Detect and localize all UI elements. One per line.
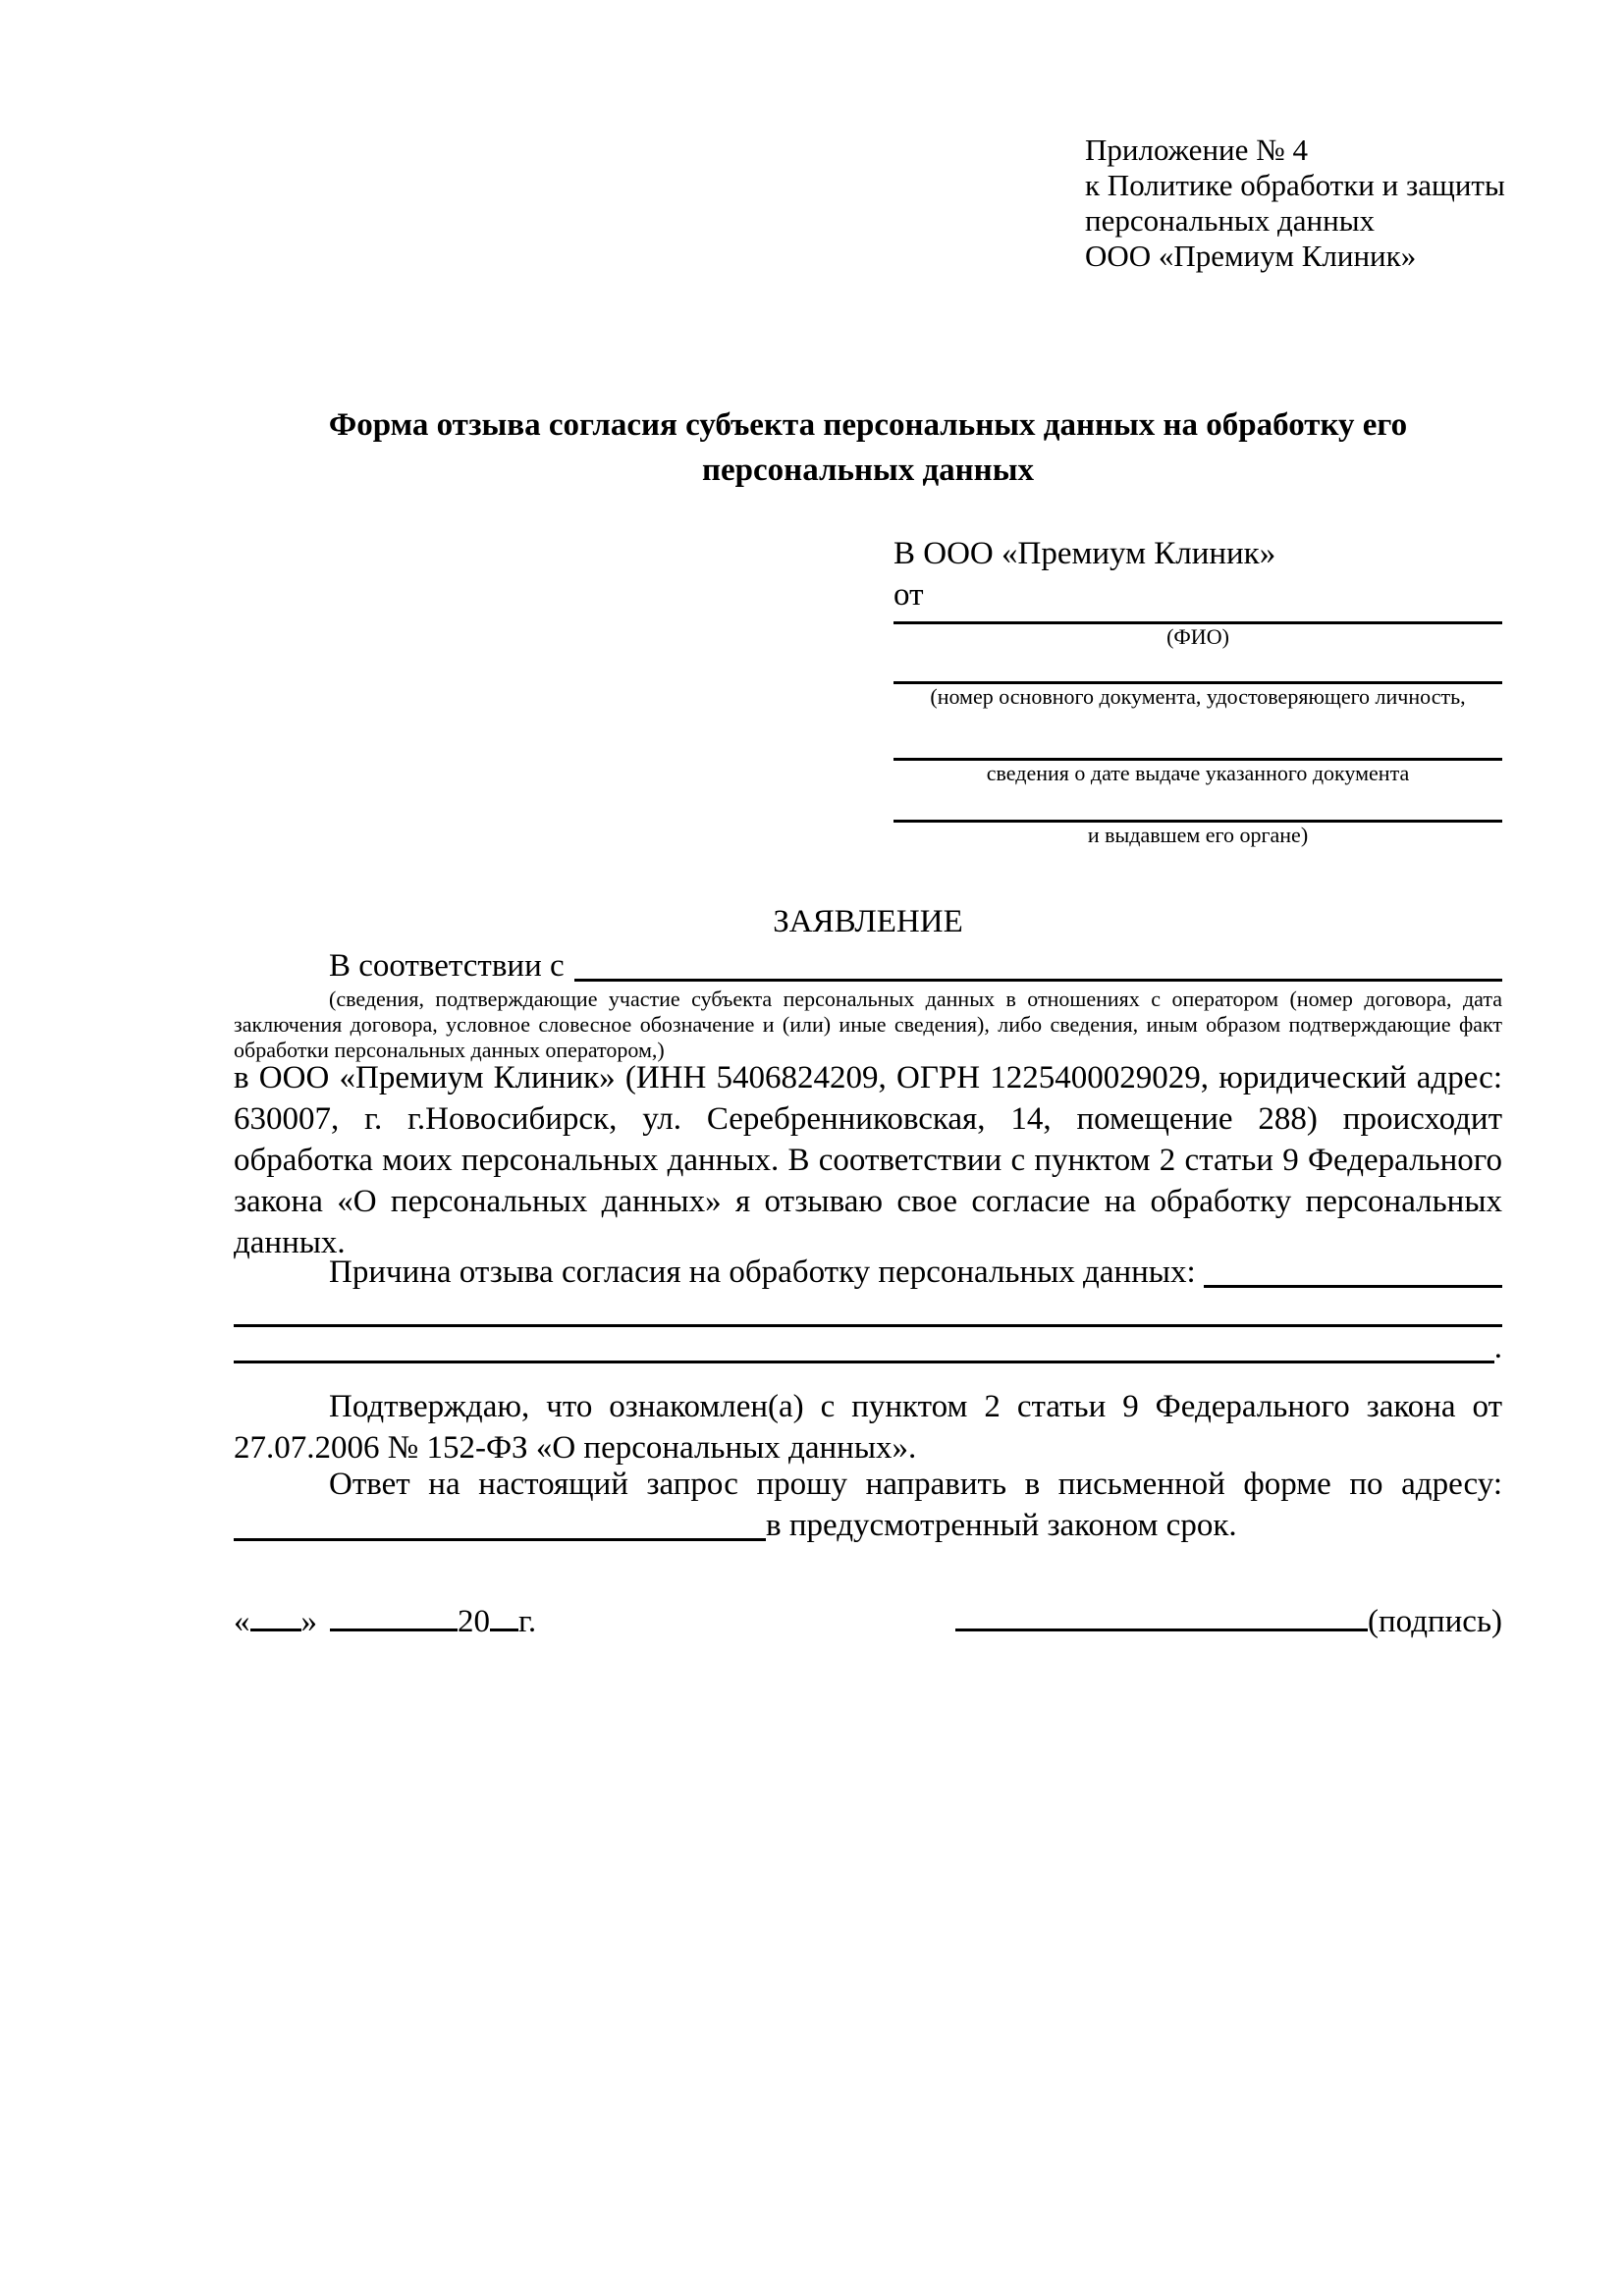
statement-heading: ЗАЯВЛЕНИЕ bbox=[773, 904, 963, 939]
accordance-blank-line[interactable] bbox=[574, 945, 1502, 982]
document-number-caption: (номер основного документа, удостоверяющего личность, bbox=[930, 684, 1466, 709]
reason-blank-line-3 bbox=[234, 1327, 1502, 1368]
accordance-prefix: В соответствии с bbox=[329, 948, 565, 984]
date-field bbox=[234, 1599, 536, 1642]
appendix-note-line: к Политике обработки и защиты bbox=[1085, 168, 1505, 202]
month-blank-line[interactable] bbox=[330, 1599, 458, 1631]
year-prefix: 20 bbox=[458, 1604, 490, 1639]
appendix-note-line: ООО «Премиум Клиник» bbox=[1085, 239, 1417, 273]
accordance-row bbox=[234, 945, 1502, 987]
document-content bbox=[234, 133, 1505, 1642]
reason-blank-line[interactable] bbox=[1204, 1252, 1502, 1288]
reason-blank-line-3-rule[interactable] bbox=[234, 1327, 1494, 1363]
appendix-note-line: Приложение № 4 bbox=[1085, 133, 1308, 167]
date-quote-open: « bbox=[234, 1604, 250, 1639]
year-blank-line[interactable] bbox=[490, 1599, 518, 1631]
signature-row bbox=[234, 1599, 1502, 1642]
reply-suffix: в предусмотренный законом срок. bbox=[766, 1508, 1237, 1543]
reply-request-line: Ответ на настоящий запрос прошу направить в письменной форме по адресу: bbox=[329, 1467, 1502, 1502]
issuing-authority-caption: и выдавшем его органе) bbox=[1087, 823, 1309, 847]
issue-date-caption: сведения о дате выдаче указанного документа bbox=[986, 761, 1410, 785]
reason-blank-line-2[interactable] bbox=[234, 1293, 1502, 1327]
addressee-to: В ООО «Премиум Клиник» bbox=[893, 536, 1276, 571]
blank-line-period: . bbox=[1493, 1330, 1502, 1365]
signature-blank-line[interactable] bbox=[955, 1599, 1368, 1631]
addressee-block bbox=[893, 533, 1502, 848]
confirmation-paragraph: Подтверждаю, что ознакомлен(а) с пунктом 2 статьи 9 Федерального закона от 27.07.2006 № 152-ФЗ «О персональных данных». bbox=[234, 1389, 1502, 1466]
signature-caption: (подпись) bbox=[1368, 1604, 1502, 1639]
document-number-field-line[interactable] bbox=[893, 650, 1502, 684]
appendix-note bbox=[1085, 133, 1505, 274]
document-title: Форма отзыва согласия субъекта персональных данных на обработку его персональных данных bbox=[328, 407, 1408, 488]
reply-address-row bbox=[234, 1505, 1502, 1546]
day-blank-line[interactable] bbox=[250, 1599, 301, 1631]
footnote-text: (сведения, подтверждающие участие субъекта персональных данных в отношениях с оператором (номер договора, дата заключения договора, условное словесное обозначение и (или) иные сведения), либо сведения, иным образом подтверждающие факт обработки персональных данных оператором,) bbox=[234, 987, 1502, 1062]
body-paragraph: в ООО «Премиум Клиник» (ИНН 5406824209, ОГРН 1225400029029, юридический адрес: 630007, г. г.Новосибирск, ул. Серебренниковская, 14, помещение 288) происходит обработка моих персональных данных. В соответствии с пунктом 2 статьи 9 Федерального закона «О персональных данных» я отзываю свое согласие на обработку персональных данных. bbox=[234, 1060, 1502, 1260]
addressee-from-label: от bbox=[893, 577, 924, 613]
reply-address-blank-line[interactable] bbox=[234, 1505, 766, 1541]
signature-field bbox=[955, 1599, 1502, 1642]
reason-label: Причина отзыва согласия на обработку персональных данных: bbox=[329, 1255, 1196, 1290]
year-suffix: г. bbox=[518, 1604, 537, 1639]
issue-date-field-line[interactable] bbox=[893, 710, 1502, 761]
fio-caption: (ФИО) bbox=[1166, 624, 1229, 649]
appendix-note-line: персональных данных bbox=[1085, 203, 1376, 238]
date-quote-close: » bbox=[300, 1604, 317, 1639]
issuing-authority-field-line[interactable] bbox=[893, 786, 1502, 823]
reason-row bbox=[234, 1252, 1502, 1293]
fio-field-line[interactable] bbox=[893, 615, 1502, 624]
